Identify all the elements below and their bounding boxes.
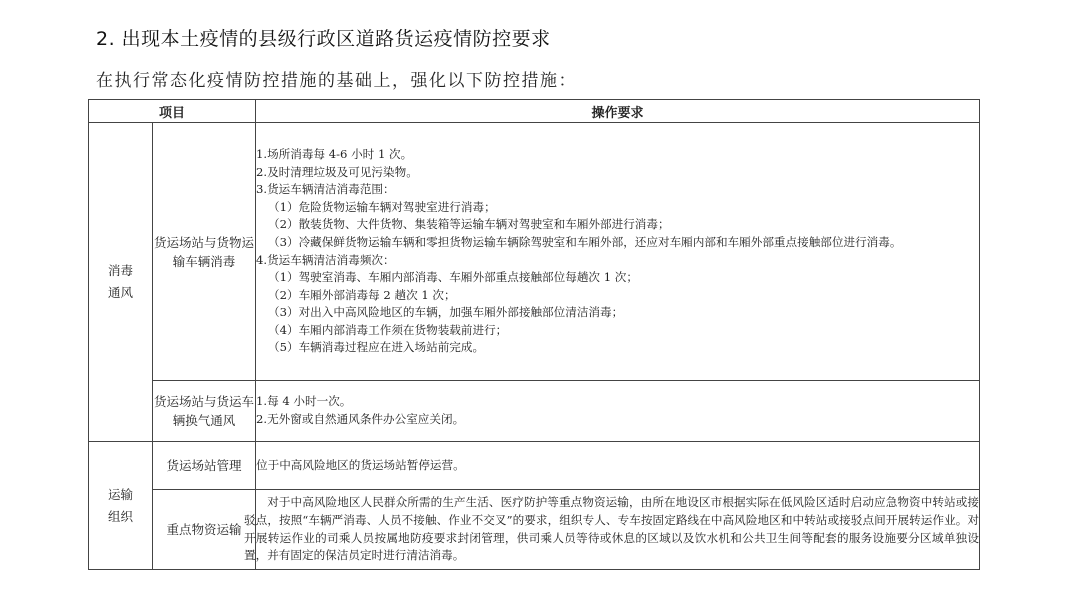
requirement-line: （1）危险货物运输车辆对驾驶室进行消毒； (268, 199, 496, 214)
requirement-line: 2.无外窗或自然通风条件办公室应关闭。 (256, 412, 465, 426)
requirement-line: 3.货运车辆清洁消毒范围： (256, 182, 395, 197)
category-label-line: 通风 (107, 285, 133, 300)
requirement-line: （1）驾驶室消毒、车厢内部消毒、车厢外部重点接触部位每趟次 1 次； (268, 270, 638, 285)
requirement-line: 位于中高风险地区的货运场站暂停运营。 (256, 457, 465, 472)
intro-text: 在执行常态化疫情防控措施的基础上，强化以下防控措施： (96, 71, 577, 91)
category-label-line: 消毒 (107, 263, 133, 278)
table-row (89, 381, 980, 442)
header-requirement: 操作要求 (256, 100, 980, 123)
table-row (89, 442, 980, 490)
header-item: 项目 (89, 100, 256, 123)
requirement-line: 1.场所消毒每 4-6 小时 1 次。 (256, 146, 413, 161)
table-row (89, 123, 980, 381)
requirement-station-management (256, 442, 980, 490)
sub-item-ventilation: 货运场站与货运车辆换气通风 (153, 381, 256, 442)
requirement-line: （3）对出入中高风险地区的车辆，加强车厢外部接触部位清洁消毒； (268, 305, 624, 320)
requirement-line: （2）散装货物、大件货物、集装箱等运输车辆对驾驶室和车厢外部进行消毒； (268, 217, 670, 232)
table-header-row (89, 100, 980, 123)
category-label-line: 组织 (107, 508, 133, 524)
requirement-line: （2）车厢外部消毒每 2 趟次 1 次； (268, 287, 456, 302)
requirement-line: （4）车厢内部消毒工作须在货物装载前进行； (268, 322, 508, 337)
section-heading: 2. 出现本土疫情的县级行政区道路货运疫情防控要求 (96, 28, 551, 50)
requirement-ventilation (256, 381, 980, 442)
sub-item-key-supplies: 重点物资运输 (153, 490, 256, 570)
requirement-line: （3）冷藏保鲜货物运输车辆和零担货物运输车辆除驾驶室和车厢外部，还应对车厢内部和车厢外部重点接触部位进行消毒。 (268, 234, 902, 249)
requirement-line: 2.及时清理垃圾及可见污染物。 (256, 164, 418, 179)
table-row (89, 490, 980, 570)
requirement-line: 1.每 4 小时一次。 (256, 394, 352, 409)
requirement-line: 4.货运车辆清洁消毒频次： (256, 252, 395, 267)
sub-item-station-management: 货运场站管理 (153, 442, 256, 490)
requirement-key-supplies (244, 490, 980, 570)
category-transport-organization (89, 442, 153, 570)
requirements-table (88, 99, 980, 570)
category-disinfection-ventilation (89, 123, 153, 442)
sub-item-disinfection: 货运场站与货物运输车辆消毒 (153, 123, 256, 381)
requirement-line: 对于中高风险地区人民群众所需的生产生活、医疗防护等重点物资运输，由所在地设区市根据实际在低风险区适时启动应急物资中转站或接驳点，按照“车辆严消毒、人员不接触、作业不交叉”的要求，组织专人、专车按固定路线在中高风险地区和中转站或接驳点间开展转运作业。对开展转运作业的司乘人员按属地防疫要求封闭管理，供司乘人员等待或休息的区域以及饮水机和公共卫生间等配套的服务设施要分区域单独设置，并有固定的保洁员定时进行清洁消毒。 (244, 495, 980, 563)
requirement-disinfection (256, 123, 980, 381)
requirement-line: （5）车辆消毒过程应在进入场站前完成。 (268, 340, 485, 355)
category-label-line: 运输 (107, 486, 133, 502)
